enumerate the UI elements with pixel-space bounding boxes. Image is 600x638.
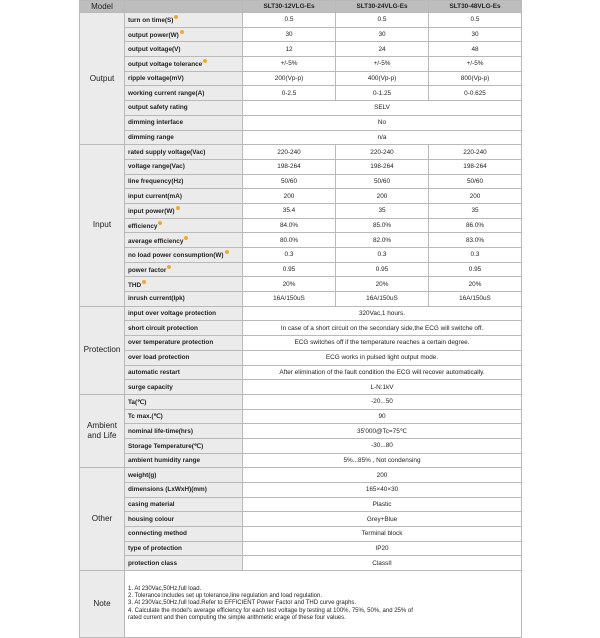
value-cell: 20% [243, 277, 336, 292]
spec-row [80, 438, 522, 453]
value-cell: In case of a short circuit on the secondary side,the ECG will switche off. [243, 321, 522, 336]
spec-row [80, 57, 522, 72]
spec-row [80, 86, 522, 101]
spec-row [80, 145, 522, 160]
group-label: Other [80, 468, 125, 571]
param-label: turn on time(S) [128, 17, 174, 25]
param-label: efficiency [128, 223, 158, 231]
param-cell [125, 262, 243, 277]
param-cell [125, 101, 243, 116]
value-cell: 320Vac,1 hours. [243, 306, 522, 321]
param-cell [125, 380, 243, 395]
param-cell [125, 321, 243, 336]
param-cell [125, 409, 243, 424]
note-line: rated current and then computing the simple arithmetic erage of these four values. [128, 615, 346, 622]
value-cell: 30 [336, 27, 429, 42]
param-cell [125, 203, 243, 218]
value-cell: 35 [336, 203, 429, 218]
param-label: dimensions (LxWxH)(mm) [128, 486, 207, 494]
param-cell [125, 497, 243, 512]
spec-row [80, 277, 522, 292]
spec-row [80, 365, 522, 380]
param-cell [125, 350, 243, 365]
value-cell: 0.95 [336, 262, 429, 277]
param-label: input current(mA) [128, 192, 182, 200]
value-cell: ECG works in pulsed light output mode. [243, 350, 522, 365]
value-cell: After elimination of the fault condition the ECG will recover automatically. [243, 365, 522, 380]
spec-row [80, 262, 522, 277]
value-cell: 220-240 [429, 145, 522, 160]
param-cell [125, 541, 243, 556]
value-cell: 5%...85% , Not condensing [243, 453, 522, 468]
header-param-cell [125, 1, 243, 13]
note-marker-icon [225, 250, 229, 254]
spec-row [80, 497, 522, 512]
value-cell: ClassII [243, 556, 522, 571]
value-cell: 30 [243, 27, 336, 42]
value-cell: 200 [336, 189, 429, 204]
param-cell [125, 292, 243, 307]
note-marker-icon [174, 15, 178, 19]
value-cell: +/-5% [336, 57, 429, 72]
group-label: Protection [80, 306, 125, 394]
param-label: voltage range(Vac) [128, 163, 185, 171]
param-label: type of protection [128, 545, 182, 553]
note-marker-icon [184, 236, 188, 240]
spec-row [80, 556, 522, 571]
spec-row [80, 292, 522, 307]
param-cell [125, 438, 243, 453]
param-label: input power(W) [128, 208, 175, 216]
param-cell [125, 306, 243, 321]
value-cell: 90 [243, 409, 522, 424]
param-cell [125, 130, 243, 145]
param-cell [125, 483, 243, 498]
value-cell: 200 [243, 189, 336, 204]
value-cell: 50/60 [429, 174, 522, 189]
param-label: working current range(A) [128, 89, 205, 97]
param-label: no load power consumption(W) [128, 252, 224, 260]
value-cell: 80.0% [243, 233, 336, 248]
param-label: inrush current(Ipk) [128, 295, 185, 303]
param-label: protection class [128, 559, 178, 567]
group-label: Output [80, 13, 125, 145]
spec-row [80, 424, 522, 439]
spec-row [80, 42, 522, 57]
note-marker-icon [176, 206, 180, 210]
value-cell: 12 [243, 42, 336, 57]
header-row [80, 1, 522, 13]
spec-row [80, 130, 522, 145]
value-cell: SELV [243, 101, 522, 116]
spec-table [79, 0, 522, 638]
notes-text [125, 571, 522, 638]
value-cell: 85.0% [336, 218, 429, 233]
param-label: output safety rating [128, 104, 188, 112]
value-cell: -30...80 [243, 438, 522, 453]
value-cell: 198-264 [429, 159, 522, 174]
note-marker-icon [180, 30, 184, 34]
value-cell: 0.5 [243, 13, 336, 28]
param-cell [125, 71, 243, 86]
value-cell: 400(Vp-p) [336, 71, 429, 86]
note-line: 2. Tolerance:includes set up tolerance,line regulation and load regulation. [128, 593, 323, 600]
value-cell: 20% [429, 277, 522, 292]
value-cell: 0-0.625 [429, 86, 522, 101]
value-cell: L-N:1kV [243, 380, 522, 395]
note-line: 3. At 230Vac,50Hz,full load.Refer to EFFICIENT Power Factor and THD curve graphs. [128, 600, 357, 607]
param-label: surge capacity [128, 383, 173, 391]
value-cell: 198-264 [336, 159, 429, 174]
spec-row [80, 380, 522, 395]
param-label: THD [128, 281, 142, 289]
value-cell: +/-5% [429, 57, 522, 72]
spec-row [80, 541, 522, 556]
value-cell: 0.5 [429, 13, 522, 28]
spec-row [80, 483, 522, 498]
spec-row [80, 174, 522, 189]
spec-row [80, 336, 522, 351]
note-marker-icon [158, 221, 162, 225]
param-label: Tc max.(℃) [128, 413, 163, 421]
param-label: short circuit protection [128, 324, 198, 332]
param-label: line frequency(Hz) [128, 177, 184, 185]
param-cell [125, 277, 243, 292]
param-label: average efficiency [128, 237, 184, 245]
value-cell: 220-240 [336, 145, 429, 160]
model-name: SLT30-24VLG-Es [336, 1, 429, 13]
param-cell [125, 218, 243, 233]
value-cell: 0.3 [243, 248, 336, 263]
param-cell [125, 527, 243, 542]
value-cell: 0.3 [429, 248, 522, 263]
value-cell: 50/60 [336, 174, 429, 189]
value-cell: ECG switches off if the temperature reaches a certain degree. [243, 336, 522, 351]
value-cell: 220-240 [243, 145, 336, 160]
note-line: 4. Calculate the model's average efficiency for each test voltage by testing at 100%, 75%, 50%, and 25% of [128, 607, 413, 614]
spec-row [80, 409, 522, 424]
note-label: Note [80, 571, 125, 638]
value-cell: n/a [243, 130, 522, 145]
value-cell: 16A/150uS [336, 292, 429, 307]
param-label: automatic restart [128, 368, 180, 376]
group-label: Input [80, 145, 125, 307]
spec-row [80, 203, 522, 218]
param-label: nominal life-time(hrs) [128, 427, 193, 435]
param-label: connecting method [128, 530, 187, 538]
param-cell [125, 115, 243, 130]
param-cell [125, 336, 243, 351]
param-cell [125, 365, 243, 380]
group-label: Ambient and Life [80, 394, 125, 467]
param-cell [125, 86, 243, 101]
spec-row [80, 233, 522, 248]
value-cell: 200 [243, 468, 522, 483]
model-name: SLT30-12VLG-Es [243, 1, 336, 13]
param-cell [125, 512, 243, 527]
value-cell: 0.5 [336, 13, 429, 28]
value-cell: 30 [429, 27, 522, 42]
note-marker-icon [142, 280, 146, 284]
note-line: 1. At 230Vac,50Hz,full load. [128, 585, 202, 592]
param-label: output voltage tolerance [128, 61, 203, 69]
value-cell: 35'000@Tc=75℃ [243, 424, 522, 439]
spec-row [80, 248, 522, 263]
spec-row [80, 115, 522, 130]
value-cell: 800(Vp-p) [429, 71, 522, 86]
notes-row [80, 571, 522, 638]
param-label: Ta(℃) [128, 398, 147, 406]
spec-row [80, 453, 522, 468]
value-cell: IP20 [243, 541, 522, 556]
param-label: over load protection [128, 354, 190, 362]
param-cell [125, 248, 243, 263]
value-cell: 84.0% [243, 218, 336, 233]
value-cell: 200 [429, 189, 522, 204]
param-label: Storage Temperature(℃) [128, 442, 204, 450]
param-label: housing colour [128, 515, 175, 523]
param-cell [125, 424, 243, 439]
param-label: rated supply voltage(Vac) [128, 148, 206, 156]
param-label: output power(W) [128, 32, 179, 40]
spec-row [80, 101, 522, 116]
param-label: dimming interface [128, 119, 184, 127]
param-cell [125, 159, 243, 174]
value-cell: -20...50 [243, 394, 522, 409]
value-cell: Plastic [243, 497, 522, 512]
param-label: input over voltage protection [128, 310, 217, 318]
param-cell [125, 556, 243, 571]
value-cell: 200(Vp-p) [243, 71, 336, 86]
value-cell: 16A/150uS [429, 292, 522, 307]
spec-row [80, 394, 522, 409]
model-name: SLT30-48VLG-Es [429, 1, 522, 13]
value-cell: 20% [336, 277, 429, 292]
param-label: dimming range [128, 133, 174, 141]
value-cell: 35.4 [243, 203, 336, 218]
value-cell: 35 [429, 203, 522, 218]
model-label: Model [80, 1, 125, 13]
spec-row [80, 27, 522, 42]
value-cell: 50/60 [243, 174, 336, 189]
spec-table-body [80, 1, 522, 638]
value-cell: 0-2.5 [243, 86, 336, 101]
spec-row [80, 218, 522, 233]
value-cell: Terminal block [243, 527, 522, 542]
spec-row [80, 321, 522, 336]
param-cell [125, 42, 243, 57]
value-cell: 198-264 [243, 159, 336, 174]
param-cell [125, 233, 243, 248]
note-marker-icon [167, 265, 171, 269]
spec-row [80, 512, 522, 527]
param-label: power factor [128, 267, 167, 275]
spec-row [80, 306, 522, 321]
param-label: ripple voltage(mV) [128, 75, 184, 83]
param-cell [125, 189, 243, 204]
param-cell [125, 174, 243, 189]
value-cell: +/-5% [243, 57, 336, 72]
param-cell [125, 13, 243, 28]
value-cell: 82.0% [336, 233, 429, 248]
spec-row [80, 527, 522, 542]
value-cell: 0.3 [336, 248, 429, 263]
param-cell [125, 57, 243, 72]
param-cell [125, 145, 243, 160]
value-cell: 0.95 [429, 262, 522, 277]
value-cell: 165×40×30 [243, 483, 522, 498]
param-cell [125, 394, 243, 409]
value-cell: 83.0% [429, 233, 522, 248]
param-cell [125, 453, 243, 468]
value-cell: 48 [429, 42, 522, 57]
value-cell: 86.0% [429, 218, 522, 233]
spec-row [80, 13, 522, 28]
value-cell: 0-1.25 [336, 86, 429, 101]
param-label: over temperature protection [128, 339, 214, 347]
param-label: output voltage(V) [128, 45, 181, 53]
spec-row [80, 468, 522, 483]
value-cell: Grey+Blue [243, 512, 522, 527]
value-cell: No [243, 115, 522, 130]
param-label: ambient humidity range [128, 456, 201, 464]
spec-row [80, 71, 522, 86]
param-cell [125, 27, 243, 42]
value-cell: 24 [336, 42, 429, 57]
note-marker-icon [203, 59, 207, 63]
param-cell [125, 468, 243, 483]
spec-row [80, 159, 522, 174]
spec-row [80, 350, 522, 365]
param-label: weight(g) [128, 471, 157, 479]
value-cell: 16A/150uS [243, 292, 336, 307]
param-label: casing material [128, 501, 175, 509]
value-cell: 0.95 [243, 262, 336, 277]
spec-row [80, 189, 522, 204]
